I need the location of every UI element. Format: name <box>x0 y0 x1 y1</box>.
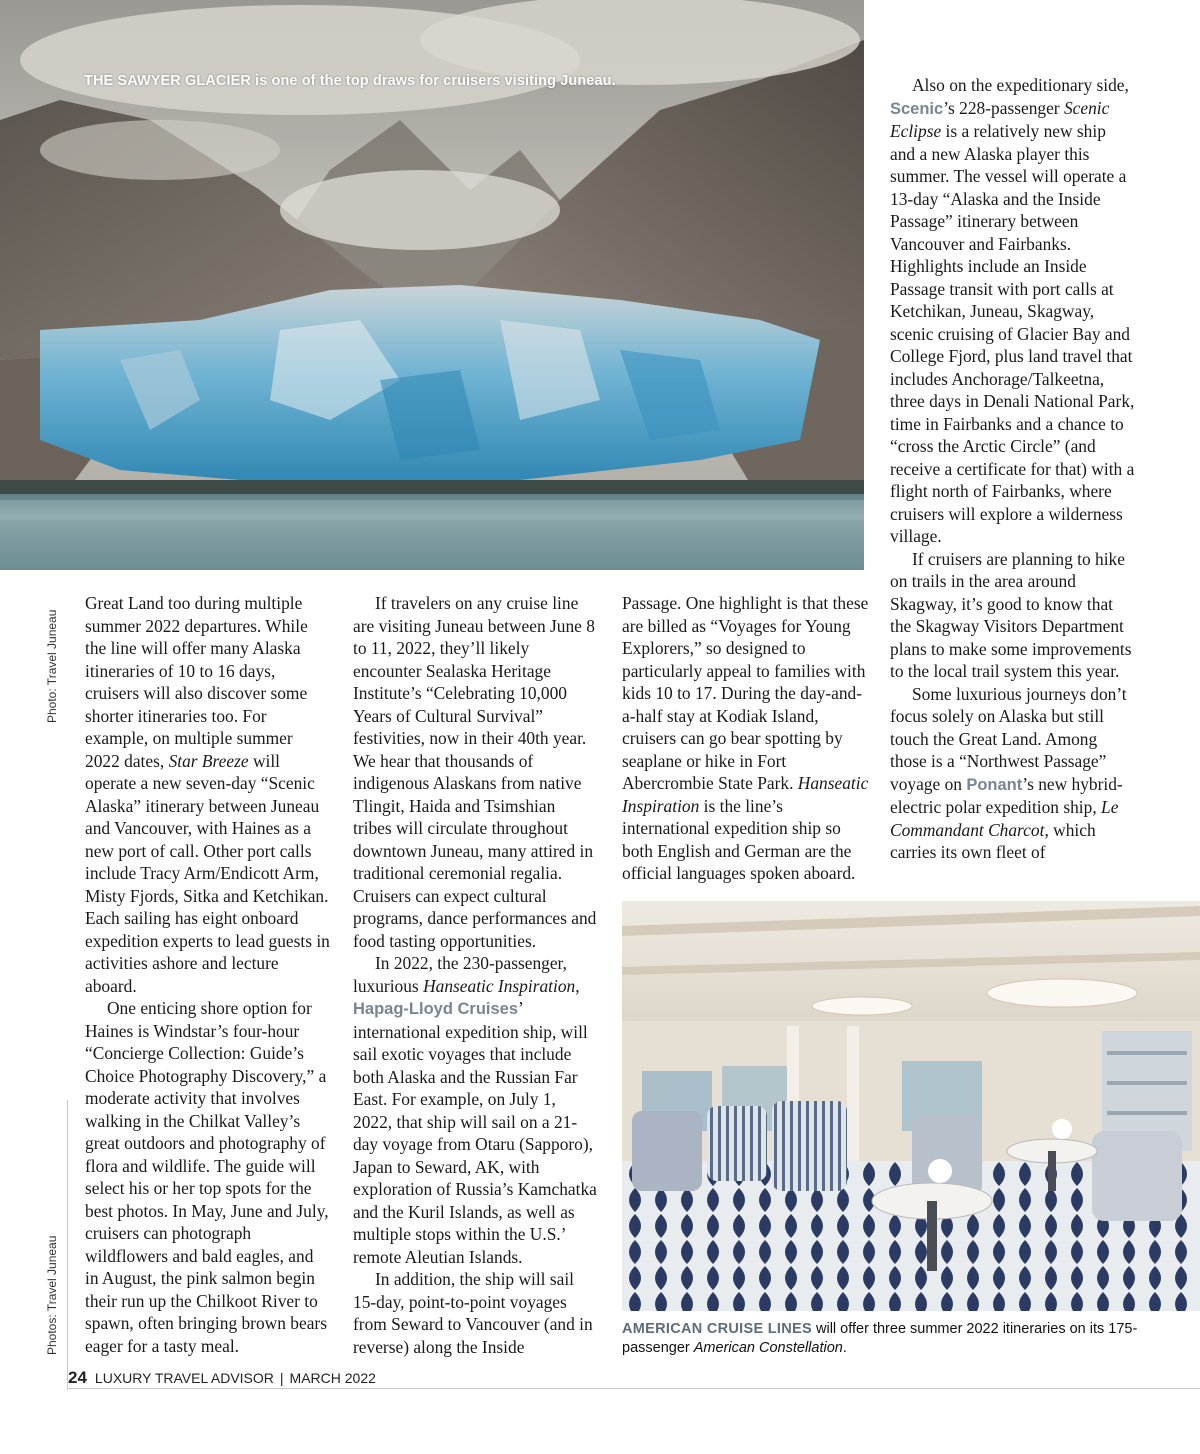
page-footer <box>68 1368 376 1388</box>
article-column-4 <box>890 74 1135 864</box>
ship-name: Scenic Eclipse <box>890 97 1110 141</box>
brand-hapag-lloyd: Hapag-Lloyd Cruises <box>353 1000 519 1018</box>
publication-name: LUXURY TRAVEL ADVISOR <box>94 1370 274 1386</box>
top-photo-caption: THE SAWYER GLACIER is one of the top draws for cruisers visiting Juneau. <box>84 73 616 89</box>
ship-name: Hanseatic Inspiration <box>622 773 869 816</box>
col4-paragraph-1: Also on the expeditionary side, Scenic’s 228-passenger Scenic Eclipse is a relatively new ship and a new Alaska player this summer. The vessel will operate a 13-day “Alaska and the Inside Passage” itinerary between Vancouver and Fairbanks. Highlights include an Inside Passage transit with port calls at Ketchikan, Juneau, Skagway, scenic cruising of Glacier Bay and College Fjord, plus land travel that includes Anchorage/Talkeetna, three days in Denali National Park, time in Fairbanks and a chance to “cross the Arctic Circle” (and receive a certificate for that) with a flight north of Fairbanks, where cruisers will explore a wilderness village. <box>890 75 1135 546</box>
ship-name: Le Commandant Charcot <box>890 797 1119 840</box>
col2-paragraph-1: If travelers on any cruise line are visiting Juneau between June 8 to 11, 2022, they’ll likely encounter Sealaska Heritage Institute’s “Celebrating 10,000 Years of Cultural Survival” festivities, now in their 40th year. We hear that thousands of indigenous Alaskans from native Tlingit, Haida and Tsimshian tribes will circulate throughout downtown Juneau, many attired in traditional ceremonial regalia. Cruisers can expect cultural programs, dance performances and food tasting opportunities. <box>353 593 597 951</box>
ship-name: Hanseatic Inspiration <box>423 975 576 996</box>
issue-date: MARCH 2022 <box>289 1370 376 1386</box>
article-column-1 <box>85 592 330 1357</box>
brand-american-cruise-lines: AMERICAN CRUISE LINES <box>622 1321 812 1337</box>
photo-credit-lower: Photos: Travel Juneau <box>45 1235 59 1355</box>
ship-name: Star Breeze <box>168 750 249 771</box>
col4-paragraph-3: Some luxurious journeys don’t focus solely on Alaska but still touch the Great Land. Among those is a “Northwest Passage” voyage on Ponant’s new hybrid-electric polar expedition ship, Le Commandant Charcot, which carries its own fleet of <box>890 683 1127 862</box>
col4-paragraph-2: If cruisers are planning to hike on trails in the area around Skagway, it’s good to know that the Skagway Visitors Department plans to make some improvements to the local trail system this year. <box>890 548 1132 681</box>
ship-name: American Constellation <box>693 1340 843 1356</box>
col1-paragraph-2: One enticing shore option for Haines is Windstar’s four-hour “Concierge Collection: Guide’s Choice Photography Discovery,” a moderate activity that involves walking in the Chilkat Valley’s great outdoors and photography of flora and wildlife. The guide will select his or her top spots for the best photos. In May, June and July, cruisers can photograph wildflowers and bald eagles, and in August, the pink salmon begin their run up the Chilkoot River to spawn, often bringing brown bears eager for a tasty meal. <box>85 998 329 1356</box>
brand-ponant: Ponant <box>966 775 1023 794</box>
brand-scenic: Scenic <box>890 99 944 118</box>
ship-lounge-photo <box>622 901 1200 1311</box>
footer-separator: | <box>279 1370 284 1386</box>
divider-vertical <box>67 1100 68 1390</box>
article-column-2 <box>353 592 598 1358</box>
col1-paragraph-1: Great Land too during multiple summer 2022 departures. While the line will offer many Alaska itineraries of 10 to 16 days, cruisers will also discover some shorter itineraries too. For example, on multiple summer 2022 dates, Star Breeze will operate a new seven-day “Scenic Alaska” itinerary between Juneau and Vancouver, with Haines as a new port of call. Other port calls include Tracy Arm/Endicott Arm, Misty Fjords, Sitka and Ketchikan. Each sailing has eight onboard expedition experts to lead guests in activities ashore and lecture aboard. <box>85 593 330 996</box>
photo-credit-upper: Photo: Travel Juneau <box>45 609 59 723</box>
col2-paragraph-3: In addition, the ship will sail 15-day, point-to-point voyages from Seward to Vancouver (and in reverse) along the Inside <box>353 1269 593 1357</box>
divider-horizontal <box>67 1388 1200 1389</box>
col3-paragraph-1: Passage. One highlight is that these are billed as “Voyages for Young Explorers,” so designed to particularly appeal to families with kids 10 to 17. During the day-and-a-half stay at Kodiak Island, cruisers can go bear spotting by seaplane or hike in Fort Abercrombie State Park. Hanseatic Inspiration is the line’s international expedition ship so both English and German are the official languages spoken aboard. <box>622 593 869 883</box>
col2-paragraph-2: In 2022, the 230-passenger, luxurious Hanseatic Inspiration, Hapag-Lloyd Cruises’ international expedition ship, will sail exotic voyages that include both Alaska and the Russian Far East. For example, on July 1, 2022, that ship will sail on a 21-day voyage from Otaru (Sapporo), Japan to Seward, AK, with exploration of Russia’s Kamchatka and the Kuril Islands, as well as multiple stops within the U.S.’ remote Aleutian Islands. <box>353 953 597 1267</box>
bottom-photo-caption: AMERICAN CRUISE LINES will offer three summer 2022 itineraries on its 175-passenger American Constellation. <box>622 1321 1138 1356</box>
article-column-3 <box>622 592 869 885</box>
page-number: 24 <box>68 1368 87 1387</box>
